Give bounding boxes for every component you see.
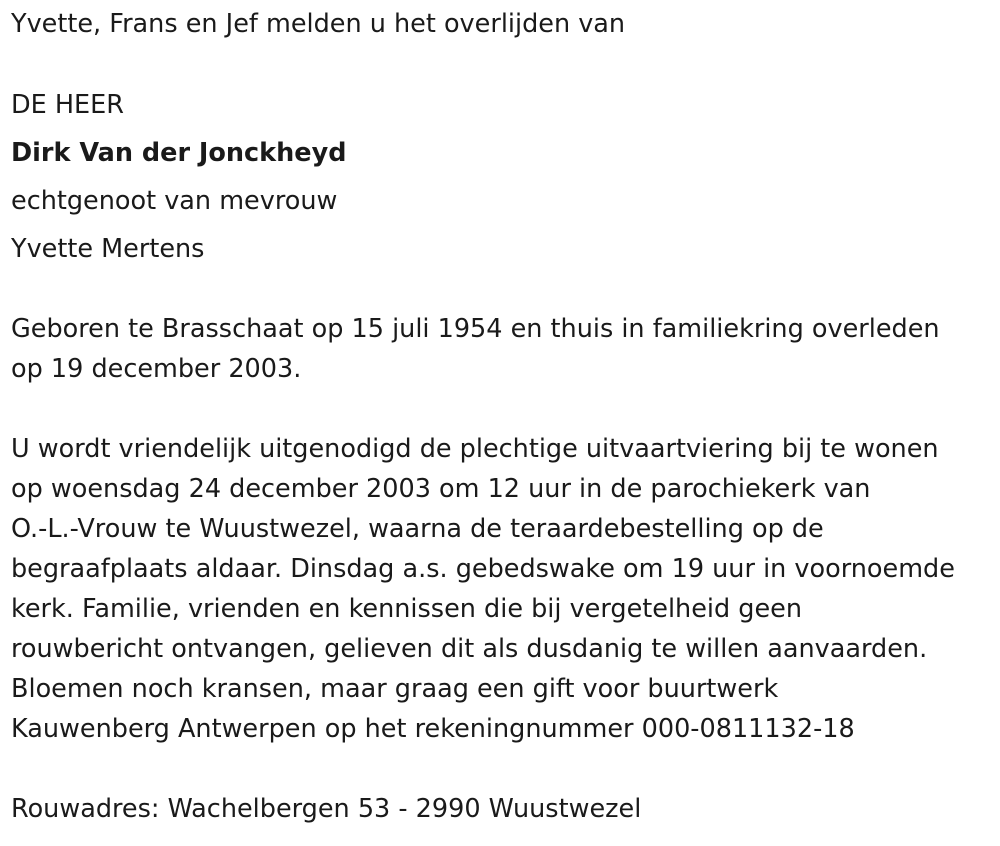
title-prefix: DE HEER bbox=[11, 90, 124, 120]
spouse-label: echtgenoot van mevrouw bbox=[11, 186, 338, 216]
funeral-text-line: kerk. Familie, vrienden en kennissen die bij vergetelheid geen bbox=[11, 594, 802, 624]
deceased-name: Dirk Van der Jonckheyd bbox=[11, 138, 347, 168]
mourning-address: Rouwadres: Wachelbergen 53 - 2990 Wuustwezel bbox=[11, 794, 642, 824]
funeral-text-line: Kauwenberg Antwerpen op het rekeningnummer 000-0811132-18 bbox=[11, 714, 855, 744]
funeral-text-line: op woensdag 24 december 2003 om 12 uur in de parochiekerk van bbox=[11, 474, 871, 504]
funeral-text-line: Bloemen noch kransen, maar graag een gift voor buurtwerk bbox=[11, 674, 779, 704]
funeral-text-line: rouwbericht ontvangen, gelieven dit als dusdanig te willen aanvaarden. bbox=[11, 634, 928, 664]
birth-death-line: op 19 december 2003. bbox=[11, 354, 302, 384]
funeral-text-line: U wordt vriendelijk uitgenodigd de plechtige uitvaartviering bij te wonen bbox=[11, 434, 939, 464]
funeral-text-line: O.-L.-Vrouw te Wuustwezel, waarna de teraardebestelling op de bbox=[11, 514, 824, 544]
intro-text: Yvette, Frans en Jef melden u het overlijden van bbox=[11, 9, 626, 39]
spouse-name: Yvette Mertens bbox=[11, 234, 205, 264]
funeral-text-line: begraafplaats aldaar. Dinsdag a.s. gebedswake om 19 uur in voornoemde bbox=[11, 554, 955, 584]
birth-death-line: Geboren te Brasschaat op 15 juli 1954 en thuis in familiekring overleden bbox=[11, 314, 940, 344]
